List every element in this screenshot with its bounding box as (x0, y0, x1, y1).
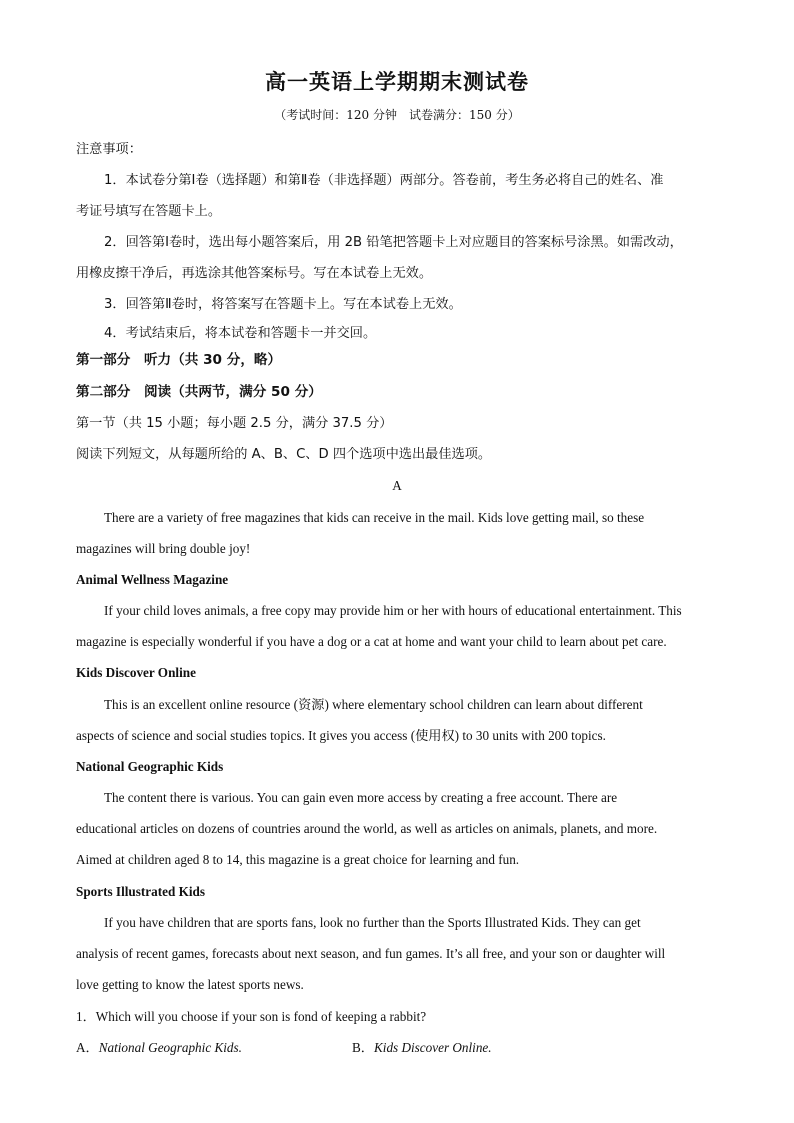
passage-intro-line-1: There are a variety of free magazines that kids can receive in the mail. Kids love getting mail, so these (104, 510, 645, 525)
magazine-heading-kids-discover: Kids Discover Online (76, 665, 196, 680)
question-1-stem: 1．Which will you choose if your son is fond of keeping a rabbit? (76, 1009, 427, 1024)
section-1-heading: 第一节（共 15 小题；每小题 2.5 分，满分 37.5 分） (76, 416, 393, 431)
national-geographic-line-2: educational articles on dozens of countries around the world, as well as articles on animals, planets, and more. (76, 821, 658, 836)
notice-item-2-line-2: 用橡皮擦干净后，再选涂其他答案标号。写在本试卷上无效。 (76, 266, 433, 281)
national-geographic-line-1: The content there is various. You can gain even more access by creating a free account. There are (104, 790, 618, 805)
option-a-text: National Geographic Kids. (98, 1040, 242, 1055)
sports-illustrated-line-2: analysis of recent games, forecasts about next season, and fun games. It’s all free, and your son or daughter will (76, 946, 666, 961)
national-geographic-line-3: Aimed at children aged 8 to 14, this magazine is a great choice for learning and fun. (76, 852, 520, 867)
magazine-heading-national-geographic: National Geographic Kids (76, 759, 224, 774)
notice-item-3: 3．回答第Ⅱ卷时，将答案写在答题卡上。写在本试卷上无效。 (104, 297, 462, 312)
kids-discover-line-2: aspects of science and social studies topics. It gives you access (使用权) to 30 units with 200 topics. (76, 728, 606, 743)
part-2-heading: 第二部分 阅读（共两节，满分 50 分） (76, 384, 322, 400)
exam-time-info: （考试时间：120 分钟 试卷满分：150 分） (274, 108, 520, 122)
animal-wellness-line-1: If your child loves animals, a free copy may provide him or her with hours of educational entertainment. This (104, 603, 682, 618)
notice-item-2-line-1: 2．回答第Ⅰ卷时，选出每小题答案后，用 2B 铅笔把答题卡上对应题目的答案标号涂黑。如需改动， (104, 235, 683, 250)
option-b-text: Kids Discover Online. (373, 1040, 492, 1055)
passage-label: A (392, 478, 402, 493)
notice-item-1-line-2: 考证号填写在答题卡上。 (76, 204, 222, 219)
notice-item-4: 4．考试结束后，将本试卷和答题卡一并交回。 (104, 326, 377, 341)
reading-instruction: 阅读下列短文，从每题所给的 A、B、C、D 四个选项中选出最佳选项。 (76, 447, 492, 462)
page-title: 高一英语上学期期末测试卷 (265, 69, 529, 94)
option-a-label: A． (76, 1040, 99, 1055)
magazine-heading-animal-wellness: Animal Wellness Magazine (76, 572, 229, 587)
sports-illustrated-line-3: love getting to know the latest sports news. (76, 977, 304, 992)
magazine-heading-sports-illustrated: Sports Illustrated Kids (76, 884, 205, 899)
passage-intro-line-2: magazines will bring double joy! (76, 541, 251, 556)
question-1-option-b (352, 1039, 492, 1057)
option-b-label: B． (352, 1040, 374, 1055)
animal-wellness-line-2: magazine is especially wonderful if you have a dog or a cat at home and want your child to learn about pet care. (76, 634, 667, 649)
part-1-heading: 第一部分 听力（共 30 分，略） (76, 352, 282, 368)
sports-illustrated-line-1: If you have children that are sports fans, look no further than the Sports Illustrated Kids. They can get (104, 915, 641, 930)
notice-item-1-line-1: 1．本试卷分第Ⅰ卷（选择题）和第Ⅱ卷（非选择题）两部分。答卷前，考生务必将自己的姓名、准 (104, 173, 664, 188)
kids-discover-line-1: This is an excellent online resource (资源) where elementary school children can learn about different (104, 697, 643, 712)
notice-heading: 注意事项： (76, 142, 142, 157)
